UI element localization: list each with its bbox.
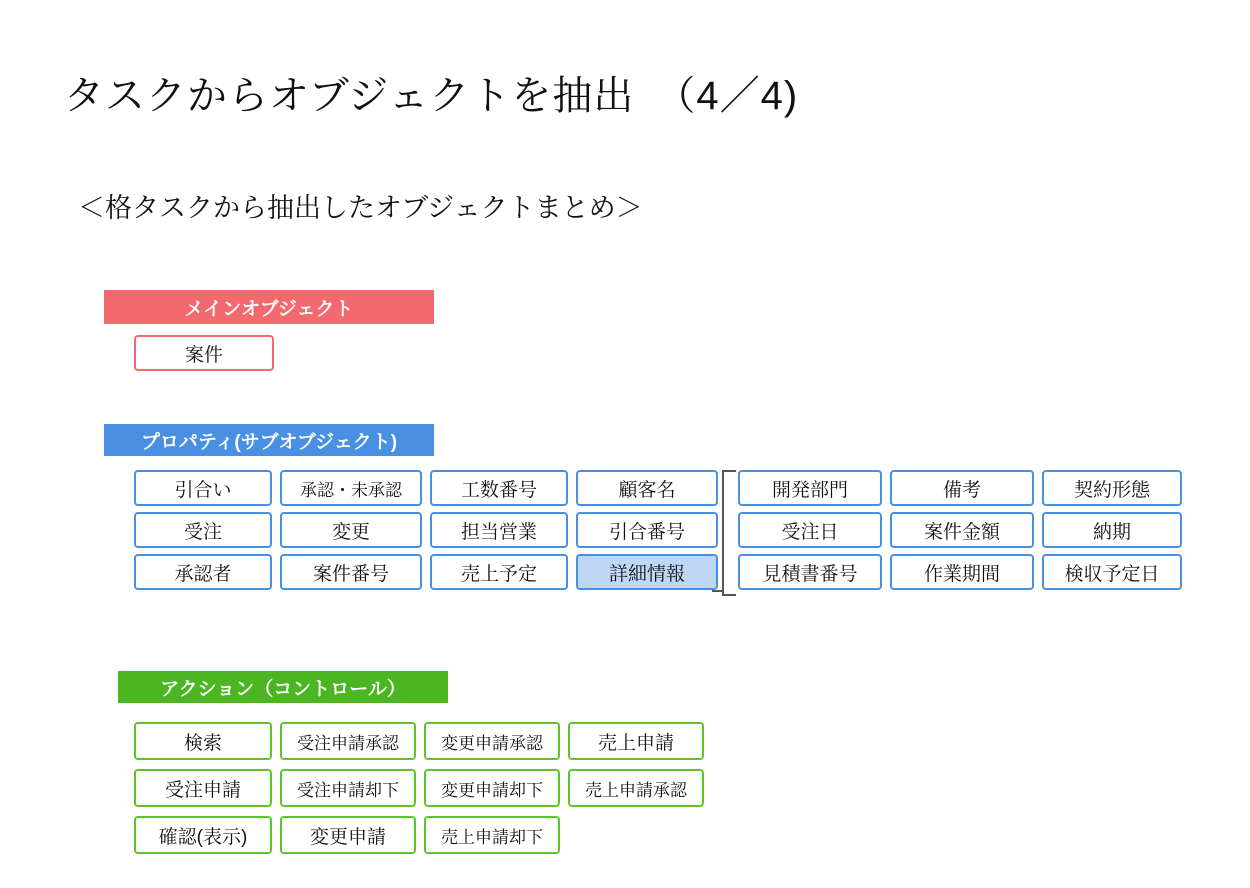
property-chip[interactable]: 変更 — [280, 512, 422, 548]
slide-subtitle: ＜格タスクから抽出したオブジェクトまとめ＞ — [78, 193, 643, 223]
page-title: タスクからオブジェクトを抽出 （4／4) — [64, 74, 799, 118]
property-chip-highlighted[interactable]: 詳細情報 — [576, 554, 718, 590]
property-chip[interactable]: 作業期間 — [890, 554, 1034, 590]
section-header-main-object: メインオブジェクト — [104, 290, 434, 324]
action-chip[interactable]: 変更申請却下 — [424, 769, 560, 807]
property-chip[interactable]: 担当営業 — [430, 512, 568, 548]
action-chip[interactable]: 受注申請却下 — [280, 769, 416, 807]
property-chip[interactable]: 引合番号 — [576, 512, 718, 548]
grouping-bracket — [722, 470, 736, 596]
property-chip[interactable]: 契約形態 — [1042, 470, 1182, 506]
property-chip[interactable]: 引合い — [134, 470, 272, 506]
property-chip[interactable]: 受注日 — [738, 512, 882, 548]
main-object-chip[interactable]: 案件 — [134, 335, 274, 371]
action-chip[interactable]: 売上申請 — [568, 722, 704, 760]
action-chip[interactable]: 検索 — [134, 722, 272, 760]
action-chip[interactable]: 変更申請 — [280, 816, 416, 854]
property-chip[interactable]: 売上予定 — [430, 554, 568, 590]
action-chip[interactable]: 売上申請却下 — [424, 816, 560, 854]
property-chip[interactable]: 案件金額 — [890, 512, 1034, 548]
property-chip[interactable]: 承認者 — [134, 554, 272, 590]
property-chip[interactable]: 工数番号 — [430, 470, 568, 506]
action-chip[interactable]: 受注申請 — [134, 769, 272, 807]
property-chip[interactable]: 検収予定日 — [1042, 554, 1182, 590]
property-chip[interactable]: 見積書番号 — [738, 554, 882, 590]
section-header-action: アクション（コントロール） — [118, 671, 448, 703]
property-chip[interactable]: 顧客名 — [576, 470, 718, 506]
action-chip[interactable]: 確認(表示) — [134, 816, 272, 854]
action-chip[interactable]: 売上申請承認 — [568, 769, 704, 807]
action-chip[interactable]: 受注申請承認 — [280, 722, 416, 760]
property-chip[interactable]: 備考 — [890, 470, 1034, 506]
property-chip[interactable]: 承認・未承認 — [280, 470, 422, 506]
action-chip[interactable]: 変更申請承認 — [424, 722, 560, 760]
property-chip[interactable]: 受注 — [134, 512, 272, 548]
property-chip[interactable]: 納期 — [1042, 512, 1182, 548]
property-chip[interactable]: 開発部門 — [738, 470, 882, 506]
property-chip[interactable]: 案件番号 — [280, 554, 422, 590]
grouping-bracket-connector — [712, 590, 724, 592]
section-header-property: プロパティ(サブオブジェクト) — [104, 424, 434, 456]
